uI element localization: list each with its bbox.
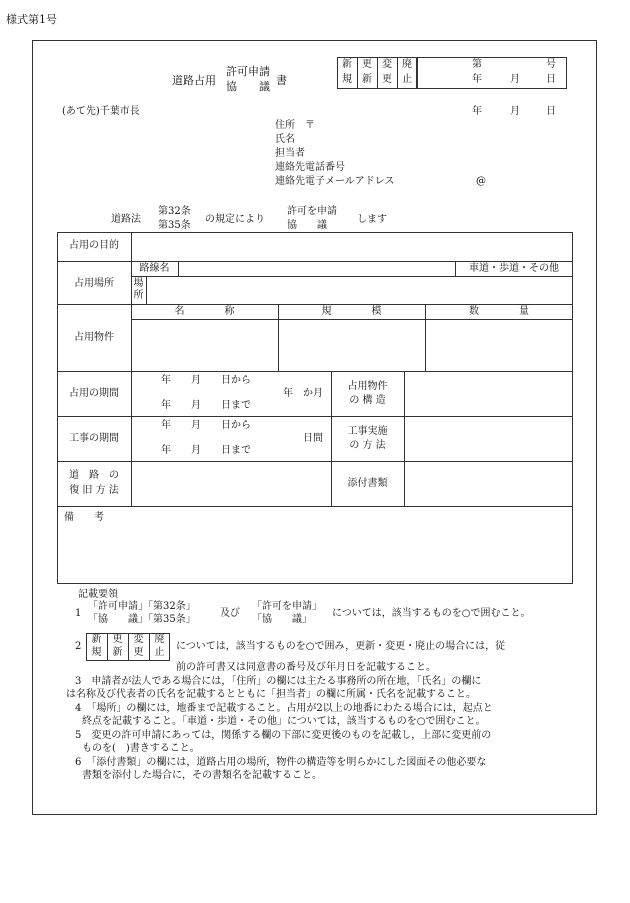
field-remarks[interactable] [132,507,572,583]
period-to[interactable]: 年 月 日まで [161,400,251,411]
field-purpose[interactable] [132,233,572,260]
email-at-mark: @ [476,176,486,187]
doc-number-dai: 第 [472,59,482,70]
label-restore-1: 道 路 の [69,470,119,481]
note-1-b-top: 「許可を申請」 [252,601,322,612]
col-header-name: 名 称 [174,306,235,317]
status-renew-top[interactable]: 更 [362,59,372,70]
note-1-and: 及び [220,608,240,619]
work-from[interactable]: 年 月 日から [161,420,251,431]
field-place[interactable] [147,277,572,304]
label-restore-2: 復 旧 方 法 [69,485,119,496]
note-1-a-bottom: 「協 議」「第35条」 [88,614,196,625]
date-day: 日 [546,106,556,117]
period-span[interactable]: 年 か月 [283,388,323,399]
field-attachments[interactable] [405,462,572,506]
title-prefix: 道路占用 [172,74,216,87]
label-place: 占用場所 [74,278,114,289]
note-1-end: については，該当するものを○で囲むこと。 [332,608,531,619]
label-object: 占用物件 [74,332,114,343]
note-1-a-top: 「許可申請」「第32条」 [88,601,196,612]
note-5-line-1: 5 変更の許可申請にあっては，関係する欄の下部に変更後のものを記載し，上部に変更前の [75,730,492,741]
label-method-2: の 方 法 [349,440,386,451]
name-label: 氏名 [275,134,295,145]
field-object-quantity[interactable] [426,320,572,371]
note-5-line-2: ものを( )書きすること。 [82,743,200,754]
note-1-num: 1 [75,608,82,619]
road-type-options[interactable]: 車道・歩道・その他 [469,263,559,274]
label-remarks: 備 考 [64,512,104,523]
field-object-scale[interactable] [279,320,425,371]
col-header-scale: 規 模 [321,306,382,317]
doc-date-year: 年 [472,74,482,85]
addressee: (あて先)千葉市長 [62,106,140,117]
field-method[interactable] [405,417,572,461]
title-suffix: 書 [276,74,287,87]
status-new-top[interactable]: 新 [342,59,352,70]
label-work-period: 工事の期間 [69,433,119,444]
work-to[interactable]: 年 月 日まで [161,445,251,456]
doc-number-box [417,57,567,89]
label-structure-1: 占用物件 [347,381,388,392]
note-2-abolish-top: 廃 [154,634,165,645]
email-label: 連絡先電子メールアドレス [275,176,395,187]
label-structure-2: の 構 造 [349,395,386,406]
status-abolish-top[interactable]: 廃 [402,59,412,70]
note-2-renew-bottom: 新 [112,647,123,658]
note-6-line-2: 書類を添付した場合に，その書類名を記載すること。 [82,770,322,781]
date-year: 年 [472,106,482,117]
statement-end: します [357,214,387,225]
note-2-renew-top: 更 [112,634,123,645]
note-2-abolish-bottom: 止 [154,647,165,658]
note-4-line-1: 4 「場所」の欄には，地番まで記載すること。占用が2以上の地番にわたる場合には，起点と [75,703,493,714]
note-2-num: 2 [75,641,82,652]
statement-article-32[interactable]: 第32条 [158,206,191,217]
field-route-name[interactable] [179,262,455,276]
note-3-line-1: 3 申請者が法人である場合には，「住所」の欄には主たる事務所の所在地，「氏名」の欄に [75,676,482,687]
date-month: 月 [510,106,520,117]
label-place-small-1: 場 [133,278,144,289]
note-3-line-2: は名称及び代表者の氏名を記載するとともに「担当者」の欄に所属・氏名を記載すること。 [66,689,476,700]
note-6-line-1: 6 「添付書類」の欄には，道路占用の場所，物件の構造等を明らかにした図面その他必要な [75,757,487,768]
status-abolish-bottom[interactable]: 止 [402,74,412,85]
notes-heading: 記載要領 [78,589,118,600]
status-renew-bottom[interactable]: 新 [362,74,372,85]
field-structure[interactable] [405,372,572,416]
person-label: 担当者 [275,148,305,159]
note-2-new-bottom: 規 [91,647,102,658]
status-new-bottom[interactable]: 規 [342,74,352,85]
label-place-small-2: 所 [133,290,144,301]
statement-option-apply[interactable]: 許可を申請 [287,206,337,217]
note-2-change-bottom: 更 [133,647,144,658]
statement-middle: の規定により [205,214,265,225]
field-restore[interactable] [132,462,331,506]
doc-date-month: 月 [510,74,520,85]
col-header-quantity: 数 量 [469,306,529,317]
phone-label: 連絡先電話番号 [275,162,345,173]
field-object-name[interactable] [132,320,278,371]
doc-number-go: 号 [546,59,556,70]
note-4-line-2: 終点を記載すること。「車道・歩道・その他」については，該当するものを○で囲むこと。 [82,716,486,727]
work-days[interactable]: 日間 [303,433,323,444]
form-number: 様式第1号 [6,13,57,26]
note-2-text: については，該当するものを○で囲み，更新・変更・廃止の場合には，従 [176,641,506,652]
title-option-apply[interactable]: 許可申請 [226,65,270,78]
period-from[interactable]: 年 月 日から [161,375,251,386]
title-option-consult[interactable]: 協 議 [226,80,270,93]
statement-article-35[interactable]: 第35条 [158,220,191,231]
note-2-change-top: 変 [133,634,144,645]
doc-date-day: 日 [546,74,556,85]
statement-option-consult[interactable]: 協 議 [287,220,327,231]
status-change-top[interactable]: 変 [382,59,392,70]
address-label: 住所 〒 [275,120,315,131]
note-2-text-2: 前の許可書又は同意書の番号及び年月日を記載すること。 [176,662,436,673]
label-route-name: 路線名 [139,263,170,274]
statement-law: 道路法 [111,214,141,225]
status-change-bottom[interactable]: 更 [382,74,392,85]
note-1-b-bottom: 「協 議」 [252,614,312,625]
label-period: 占用の期間 [69,388,119,399]
note-2-new-top: 新 [91,634,102,645]
label-attachments: 添付書類 [347,478,388,489]
label-method-1: 工事実施 [347,426,388,437]
label-purpose: 占用の目的 [69,240,119,251]
